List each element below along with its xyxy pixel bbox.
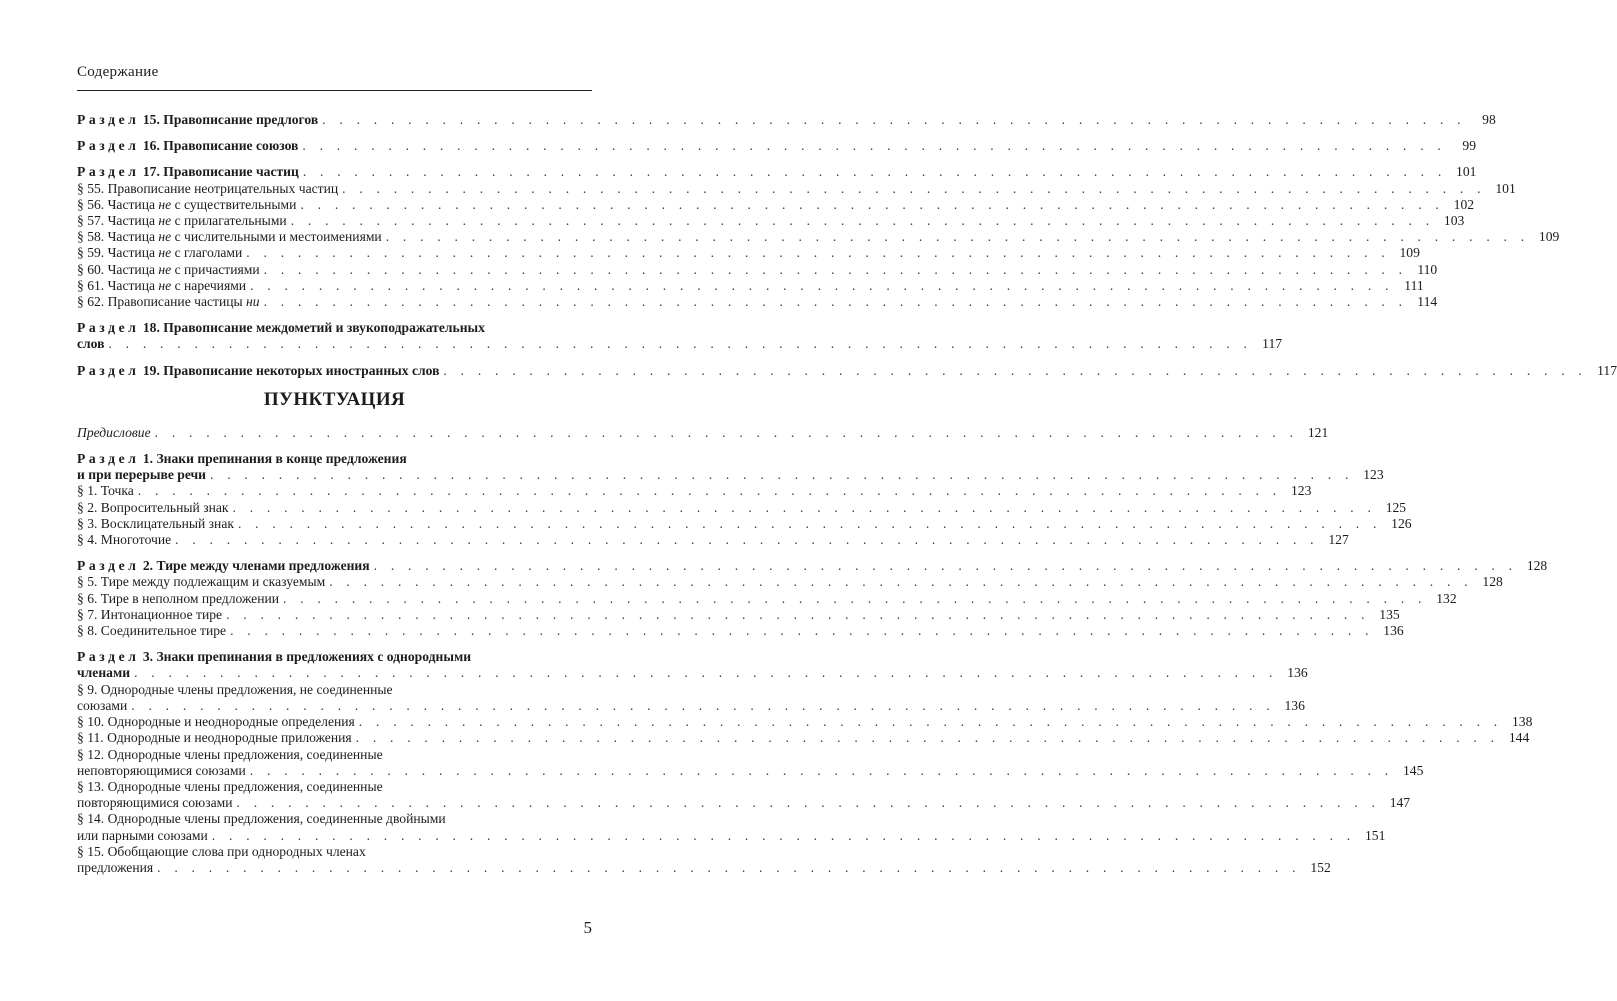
section-title: 18. Правописание междометий и звукоподражательных bbox=[139, 320, 485, 336]
toc-entry-row bbox=[77, 730, 1530, 746]
toc-subentry bbox=[77, 245, 1420, 261]
entry-text-post: с наречиями bbox=[171, 277, 247, 293]
toc-leader-dots: . . . . . . . . . . . . . . . . . . . . . . . . . . . . . . . . . . . . . . . . . . . . . . . . . . . . . . . . . . . . . . . . . . . bbox=[342, 180, 1486, 196]
entry-text: § 6. Тире в неполном предложении bbox=[77, 590, 280, 606]
toc-subentry bbox=[77, 590, 1457, 607]
toc-entry-line bbox=[77, 320, 592, 336]
entry-text-post: с существительными bbox=[171, 196, 297, 212]
toc-leader-dots: . . . . . . . . . . . . . . . . . . . . . . . . . . . . . . . . . . . . . . . . . . . . . . . . . . . . . . . . . . . . . . . . . . . bbox=[263, 294, 1408, 310]
toc-page-number: 125 bbox=[1385, 499, 1407, 515]
toc-entry-text bbox=[77, 795, 233, 811]
toc-leader-dots: . . . . . . . . . . . . . . . . . . . . . . . . . . . . . . . . . . . . . . . . . . . . . . . . . . . . . . . . . . . . . . . . . . . bbox=[302, 164, 1447, 180]
entry-text-pre: § 62. Правописание частицы bbox=[77, 294, 247, 310]
toc-entry-row bbox=[77, 336, 1283, 352]
toc-entry bbox=[77, 424, 1329, 441]
toc-page-number: 123 bbox=[1291, 483, 1312, 499]
entry-text-pre: § 56. Частица bbox=[77, 196, 159, 212]
entry-text-cont: союзами bbox=[77, 697, 128, 713]
toc-subentry bbox=[77, 574, 1503, 590]
toc-section-entry bbox=[77, 164, 1477, 180]
entry-text: § 11. Однородные и неоднородные приложения bbox=[77, 730, 352, 746]
toc-entry-text bbox=[77, 229, 382, 245]
section-label: Раздел bbox=[77, 164, 140, 180]
entry-text-cont: предложения bbox=[77, 859, 154, 875]
entry-text-pre: § 59. Частица bbox=[77, 245, 159, 261]
entry-text: § 4. Многоточие bbox=[77, 532, 172, 548]
toc-entry-text bbox=[77, 623, 226, 639]
toc-page-number: 101 bbox=[1495, 180, 1516, 196]
toc-subentry bbox=[77, 811, 1386, 843]
toc-entry-text bbox=[77, 698, 127, 714]
toc-leader-dots: . . . . . . . . . . . . . . . . . . . . . . . . . . . . . . . . . . . . . . . . . . . . . . . . . . . . . . . . . . . . . . . . . . . bbox=[263, 261, 1408, 277]
entry-text-italic: не bbox=[158, 245, 172, 261]
toc-entry-line bbox=[77, 451, 592, 467]
toc-entry-row bbox=[77, 164, 1477, 180]
toc-entry-row bbox=[77, 112, 1496, 128]
toc-leader-dots: . . . . . . . . . . . . . . . . . . . . . . . . . . . . . . . . . . . . . . . . . . . . . . . . . . . . . . . . . . . . . . . . . . . bbox=[246, 245, 1390, 261]
entry-text-post: с глаголами bbox=[171, 245, 243, 261]
section-title: 16. Правописание союзов bbox=[139, 138, 299, 154]
toc-leader-dots: . . . . . . . . . . . . . . . . . . . . . . . . . . . . . . . . . . . . . . . . . . . . . . . . . . . . . . . . . . . . . . . . . . . bbox=[329, 574, 1473, 590]
toc-subentry bbox=[77, 746, 1424, 779]
toc-entry-row bbox=[77, 467, 1384, 483]
toc-page-number: 147 bbox=[1389, 795, 1411, 811]
toc-leader-dots: . . . . . . . . . . . . . . . . . . . . . . . . . . . . . . . . . . . . . . . . . . . . . . . . . . . . . . . . . . . . . . . . . . . bbox=[250, 277, 1394, 293]
toc-entry-row bbox=[77, 213, 1465, 229]
toc-page-number: 110 bbox=[1417, 261, 1438, 277]
toc-subentry bbox=[77, 229, 1560, 245]
entry-text: § 10. Однородные и неоднородные определения bbox=[77, 714, 355, 730]
toc-subentry bbox=[77, 261, 1438, 278]
toc-entry-row bbox=[77, 180, 1516, 197]
entry-text: § 8. Соединительное тире bbox=[77, 623, 227, 639]
toc-page-number: 144 bbox=[1508, 730, 1530, 746]
toc-entry-line: § 15. Обобщающие слова при однородных членах bbox=[77, 843, 366, 859]
toc-leader-dots: . . . . . . . . . . . . . . . . . . . . . . . . . . . . . . . . . . . . . . . . . . . . . . . . . . . . . . . . . . . . . . . . . . . bbox=[154, 424, 1299, 440]
toc-leader-dots: . . . . . . . . . . . . . . . . . . . . . . . . . . . . . . . . . . . . . . . . . . . . . . . . . . . . . . . . . . . . . . . . . . . bbox=[249, 762, 1394, 778]
toc-entry-row bbox=[77, 424, 1329, 441]
entry-text-italic: не bbox=[158, 229, 172, 245]
toc-page-number: 126 bbox=[1391, 515, 1412, 531]
toc-subentry bbox=[77, 294, 1438, 310]
toc-subentry bbox=[77, 196, 1475, 213]
toc-subentry bbox=[77, 714, 1533, 730]
toc-subentry bbox=[77, 623, 1404, 639]
toc-entry-text bbox=[77, 425, 151, 441]
toc-page-number: 138 bbox=[1512, 714, 1533, 730]
entry-text-pre: § 58. Частица bbox=[77, 229, 159, 245]
toc-leader-dots: . . . . . . . . . . . . . . . . . . . . . . . . . . . . . . . . . . . . . . . . . . . . . . . . . . . . . . . . . . . . . . . . . . . bbox=[443, 362, 1588, 378]
toc-entry-text bbox=[77, 828, 208, 844]
toc-entry-text bbox=[77, 532, 171, 548]
toc-page-number: 103 bbox=[1443, 213, 1465, 229]
entry-text-italic: не bbox=[158, 196, 172, 212]
punctuation-heading: ПУНКТУАЦИЯ bbox=[263, 388, 406, 410]
toc-entry-row bbox=[77, 362, 1617, 379]
toc-page-number: 111 bbox=[1404, 277, 1424, 293]
toc-entry-text bbox=[77, 164, 299, 180]
toc-entry-row bbox=[77, 558, 1548, 574]
toc-entry-text bbox=[77, 558, 370, 574]
toc-leader-dots: . . . . . . . . . . . . . . . . . . . . . . . . . . . . . . . . . . . . . . . . . . . . . . . . . . . . . . . . . . . . . . . . . . . bbox=[290, 213, 1435, 229]
section-gap bbox=[77, 639, 592, 649]
toc-page-number: 128 bbox=[1482, 574, 1503, 590]
toc-page-number: 123 bbox=[1363, 467, 1384, 483]
toc-entry-text bbox=[77, 197, 296, 213]
toc-entry-text bbox=[77, 483, 134, 499]
toc-page-number: 98 bbox=[1482, 112, 1496, 127]
toc-entry-text bbox=[77, 860, 153, 876]
toc-leader-dots: . . . . . . . . . . . . . . . . . . . . . . . . . . . . . . . . . . . . . . . . . . . . . . . . . . . . . . . . . . . . . . . . . . . bbox=[236, 795, 1381, 811]
entry-text: § 1. Точка bbox=[77, 483, 134, 499]
toc-leader-dots: . . . . . . . . . . . . . . . . . . . . . . . . . . . . . . . . . . . . . . . . . . . . . . . . . . . . . . . . . . . . . . . . . . . bbox=[373, 558, 1518, 574]
toc-entry-row bbox=[77, 697, 1305, 714]
section-label: Раздел bbox=[77, 451, 140, 467]
toc-entry-row bbox=[77, 827, 1386, 844]
section-gap bbox=[77, 353, 592, 363]
section-label: Раздел bbox=[77, 320, 140, 336]
entry-text-italic: не bbox=[158, 277, 172, 293]
toc-page-number: 127 bbox=[1328, 532, 1349, 548]
entry-text-cont: или парными союзами bbox=[77, 827, 208, 843]
section-label: Раздел bbox=[77, 138, 140, 154]
toc-leader-dots: . . . . . . . . . . . . . . . . . . . . . . . . . . . . . . . . . . . . . . . . . . . . . . . . . . . . . . . . . . . . . . . . . . . bbox=[237, 515, 1382, 531]
toc-leader-dots: . . . . . . . . . . . . . . . . . . . . . . . . . . . . . . . . . . . . . . . . . . . . . . . . . . . . . . . . . . . . . . . . . . . bbox=[210, 467, 1354, 483]
entry-title: Предисловие bbox=[77, 424, 151, 440]
section-title-cont: членами bbox=[77, 665, 131, 681]
section-gap bbox=[77, 310, 592, 320]
toc-leader-dots: . . . . . . . . . . . . . . . . . . . . . . . . . . . . . . . . . . . . . . . . . . . . . . . . . . . . . . . . . . . . . . . . . . . bbox=[355, 730, 1500, 746]
toc-subentry bbox=[77, 515, 1412, 532]
toc-entry-row bbox=[77, 229, 1560, 245]
table-of-contents bbox=[77, 112, 1617, 876]
section-title: 3. Знаки препинания в предложениях с однородными bbox=[139, 649, 472, 665]
toc-subentry bbox=[77, 730, 1530, 746]
section-title: 1. Знаки препинания в конце предложения bbox=[139, 451, 407, 467]
toc-entry-row bbox=[77, 138, 1476, 154]
toc-entry-row bbox=[77, 294, 1438, 310]
entry-text: § 3. Восклицательный знак bbox=[77, 515, 234, 531]
book-page bbox=[77, 0, 1617, 1001]
toc-subentry bbox=[77, 606, 1400, 623]
toc-leader-dots: . . . . . . . . . . . . . . . . . . . . . . . . . . . . . . . . . . . . . . . . . . . . . . . . . . . . . . . . . . . . . . . . . . . bbox=[385, 229, 1530, 245]
section-label: Раздел bbox=[77, 112, 140, 127]
toc-page-number: 152 bbox=[1310, 859, 1331, 875]
toc-subentry bbox=[77, 499, 1407, 516]
toc-entry-text bbox=[77, 763, 246, 779]
toc-entry-text bbox=[77, 363, 439, 379]
toc-page-number: 136 bbox=[1383, 623, 1404, 639]
toc-entry-row bbox=[77, 574, 1503, 590]
running-header: Содержание bbox=[77, 64, 159, 80]
entry-text-pre: § 60. Частица bbox=[77, 261, 159, 277]
toc-entry-row bbox=[77, 623, 1404, 639]
entry-text-cont: повторяющимися союзами bbox=[77, 795, 233, 811]
toc-section-entry bbox=[77, 320, 1283, 352]
entry-text: § 55. Правописание неотрицательных частиц bbox=[77, 180, 339, 196]
toc-page-number: 109 bbox=[1399, 245, 1420, 261]
section-label: Раздел bbox=[77, 362, 140, 378]
toc-entry-line: § 9. Однородные члены предложения, не соединенные bbox=[77, 681, 393, 697]
toc-entry-text bbox=[77, 294, 260, 310]
entry-text-italic: ни bbox=[246, 294, 260, 310]
toc-entry-row bbox=[77, 532, 1349, 548]
toc-leader-dots: . . . . . . . . . . . . . . . . . . . . . . . . . . . . . . . . . . . . . . . . . . . . . . . . . . . . . . . . . . . . . . . . . . . bbox=[232, 499, 1377, 515]
toc-entry-text bbox=[77, 262, 260, 278]
toc-entry-text bbox=[77, 591, 279, 607]
toc-page-number: 135 bbox=[1379, 606, 1400, 622]
toc-subentry bbox=[77, 532, 1349, 548]
section-gap bbox=[77, 154, 592, 164]
toc-entry-text bbox=[77, 138, 298, 154]
toc-subentry bbox=[77, 213, 1465, 229]
toc-entry-text bbox=[77, 213, 287, 229]
toc-entry-text bbox=[77, 665, 130, 681]
toc-leader-dots: . . . . . . . . . . . . . . . . . . . . . . . . . . . . . . . . . . . . . . . . . . . . . . . . . . . . . . . . . . . . . . . . . . . bbox=[157, 859, 1301, 875]
toc-page-number: 151 bbox=[1365, 827, 1386, 843]
toc-page-number: 117 bbox=[1597, 362, 1617, 378]
toc-entry-row bbox=[77, 277, 1424, 294]
toc-leader-dots: . . . . . . . . . . . . . . . . . . . . . . . . . . . . . . . . . . . . . . . . . . . . . . . . . . . . . . . . . . . . . . . . . . . bbox=[137, 483, 1282, 499]
toc-entry-text bbox=[77, 336, 104, 352]
toc-entry-row bbox=[77, 590, 1457, 607]
section-label: Раздел bbox=[77, 558, 140, 574]
entry-text-pre: § 57. Частица bbox=[77, 213, 159, 229]
toc-entry-row bbox=[77, 795, 1411, 811]
toc-subentry bbox=[77, 843, 1331, 876]
section-title: 17. Правописание частиц bbox=[139, 164, 299, 180]
toc-entry-text bbox=[77, 730, 352, 746]
toc-page-number: 145 bbox=[1403, 762, 1424, 778]
toc-entry-row bbox=[77, 714, 1533, 730]
toc-entry-text bbox=[77, 245, 242, 261]
entry-text-cont: неповторяющимися союзами bbox=[77, 762, 246, 778]
toc-entry-row bbox=[77, 261, 1438, 278]
toc-subentry bbox=[77, 681, 1305, 714]
toc-page-number: 136 bbox=[1287, 665, 1308, 681]
toc-section-entry bbox=[77, 558, 1548, 574]
toc-leader-dots: . . . . . . . . . . . . . . . . . . . . . . . . . . . . . . . . . . . . . . . . . . . . . . . . . . . . . . . . . . . . . . . . . . . bbox=[131, 697, 1275, 713]
toc-subentry bbox=[77, 778, 1411, 811]
toc-entry-text bbox=[77, 516, 234, 532]
toc-leader-dots: . . . . . . . . . . . . . . . . . . . . . . . . . . . . . . . . . . . . . . . . . . . . . . . . . . . . . . . . . . . . . . . . . . . bbox=[134, 665, 1278, 681]
toc-leader-dots: . . . . . . . . . . . . . . . . . . . . . . . . . . . . . . . . . . . . . . . . . . . . . . . . . . . . . . . . . . . . . . . . . . . bbox=[226, 606, 1370, 622]
toc-entry-text bbox=[77, 500, 229, 516]
toc-entry-text bbox=[77, 714, 355, 730]
spelling-entries bbox=[77, 112, 1617, 379]
toc-leader-dots: . . . . . . . . . . . . . . . . . . . . . . . . . . . . . . . . . . . . . . . . . . . . . . . . . . . . . . . . . . . . . . . . . . . bbox=[300, 196, 1445, 212]
toc-page-number: 132 bbox=[1436, 590, 1457, 606]
toc-subentry bbox=[77, 483, 1312, 499]
toc-section-entry bbox=[77, 138, 1476, 154]
toc-leader-dots: . . . . . . . . . . . . . . . . . . . . . . . . . . . . . . . . . . . . . . . . . . . . . . . . . . . . . . . . . . . . . . . . . . . bbox=[175, 532, 1319, 548]
toc-subentry bbox=[77, 277, 1424, 294]
toc-section-entry bbox=[77, 451, 1384, 483]
toc-subentry bbox=[77, 180, 1516, 197]
toc-entry-line: § 12. Однородные члены предложения, соединенные bbox=[77, 746, 383, 762]
section-title-cont: слов bbox=[77, 336, 105, 352]
entry-text-italic: не bbox=[158, 261, 172, 277]
toc-entry-text bbox=[77, 467, 206, 483]
toc-page-number: 136 bbox=[1284, 697, 1305, 713]
entry-text-post: с причастиями bbox=[171, 261, 260, 277]
toc-entry-row bbox=[77, 499, 1407, 516]
toc-page-number: 99 bbox=[1462, 138, 1476, 154]
punctuation-entries bbox=[77, 424, 1548, 876]
toc-page-number: 114 bbox=[1417, 294, 1438, 310]
toc-entry-text bbox=[77, 278, 246, 294]
entry-text-pre: § 61. Частица bbox=[77, 277, 159, 293]
section-gap bbox=[77, 548, 592, 558]
toc-entry-row bbox=[77, 859, 1331, 876]
toc-section-entry bbox=[77, 649, 1308, 681]
entry-text: § 2. Вопросительный знак bbox=[77, 499, 229, 515]
toc-entry-line: § 14. Однородные члены предложения, соединенные двойными bbox=[77, 811, 446, 827]
entry-text-post: с прилагательными bbox=[171, 213, 287, 229]
toc-entry-row bbox=[77, 196, 1475, 213]
toc-page-number: 121 bbox=[1307, 424, 1329, 440]
header-rule bbox=[77, 90, 592, 91]
toc-entry-text bbox=[77, 607, 222, 623]
toc-entry-row bbox=[77, 483, 1312, 499]
entry-text-italic: не bbox=[158, 213, 172, 229]
section-gap bbox=[77, 128, 592, 138]
entry-text: § 7. Интонационное тире bbox=[77, 606, 223, 622]
section-label: Раздел bbox=[77, 649, 140, 665]
toc-leader-dots: . . . . . . . . . . . . . . . . . . . . . . . . . . . . . . . . . . . . . . . . . . . . . . . . . . . . . . . . . . . . . . . . . . . bbox=[322, 112, 1466, 127]
section-title: 19. Правописание некоторых иностранных слов bbox=[139, 362, 440, 378]
toc-leader-dots: . . . . . . . . . . . . . . . . . . . . . . . . . . . . . . . . . . . . . . . . . . . . . . . . . . . . . . . . . . . . . . . . . . . bbox=[302, 138, 1446, 154]
toc-section-entry bbox=[77, 112, 1496, 128]
entry-text-post: с числительными и местоимениями bbox=[171, 229, 382, 245]
page-number: 5 bbox=[583, 918, 592, 937]
toc-page-number: 101 bbox=[1456, 164, 1477, 180]
toc-page-number: 102 bbox=[1453, 196, 1475, 212]
section-gap bbox=[77, 441, 592, 451]
section-title-cont: и при перерыве речи bbox=[77, 467, 207, 483]
toc-leader-dots: . . . . . . . . . . . . . . . . . . . . . . . . . . . . . . . . . . . . . . . . . . . . . . . . . . . . . . . . . . . . . . . . . . . bbox=[358, 714, 1503, 730]
toc-entry-line: § 13. Однородные члены предложения, соединенные bbox=[77, 778, 383, 794]
toc-entry-text bbox=[77, 112, 318, 128]
toc-leader-dots: . . . . . . . . . . . . . . . . . . . . . . . . . . . . . . . . . . . . . . . . . . . . . . . . . . . . . . . . . . . . . . . . . . . bbox=[211, 827, 1356, 843]
toc-entry-row bbox=[77, 665, 1308, 681]
toc-page-number: 128 bbox=[1526, 558, 1548, 574]
toc-page-number: 117 bbox=[1262, 336, 1283, 352]
toc-entry-line bbox=[77, 649, 592, 665]
toc-leader-dots: . . . . . . . . . . . . . . . . . . . . . . . . . . . . . . . . . . . . . . . . . . . . . . . . . . . . . . . . . . . . . . . . . . . bbox=[283, 590, 1427, 606]
toc-section-entry bbox=[77, 362, 1617, 379]
section-title: 15. Правописание предлогов bbox=[139, 112, 319, 127]
toc-leader-dots: . . . . . . . . . . . . . . . . . . . . . . . . . . . . . . . . . . . . . . . . . . . . . . . . . . . . . . . . . . . . . . . . . . . bbox=[230, 623, 1374, 639]
toc-entry-row bbox=[77, 515, 1412, 532]
toc-leader-dots: . . . . . . . . . . . . . . . . . . . . . . . . . . . . . . . . . . . . . . . . . . . . . . . . . . . . . . . . . . . . . . . . . . . bbox=[108, 336, 1253, 352]
section-title: 2. Тире между членами предложения bbox=[139, 558, 370, 574]
toc-entry-row bbox=[77, 762, 1424, 779]
entry-text: § 5. Тире между подлежащим и сказуемым bbox=[77, 574, 326, 590]
toc-entry-row bbox=[77, 606, 1400, 623]
toc-entry-text bbox=[77, 181, 338, 197]
toc-entry-row bbox=[77, 245, 1420, 261]
toc-entry-text bbox=[77, 574, 325, 590]
toc-page-number: 109 bbox=[1538, 229, 1560, 245]
